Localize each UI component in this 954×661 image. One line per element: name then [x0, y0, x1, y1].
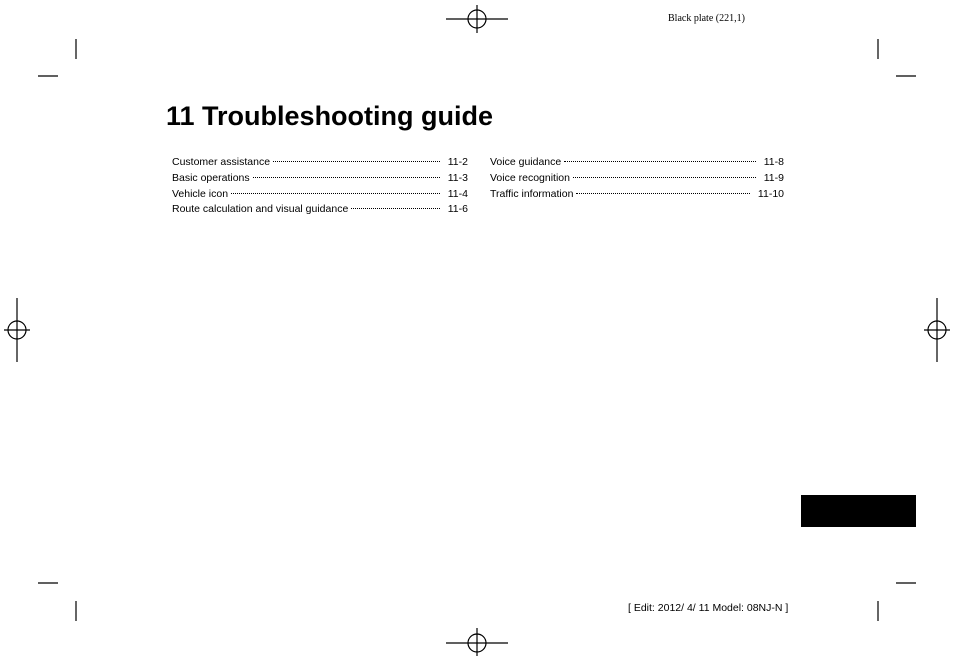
registration-mark-left: [4, 298, 30, 362]
toc-entry-label: Route calculation and visual guidance: [172, 203, 349, 216]
registration-mark-right: [924, 298, 950, 362]
toc-leader-dots: [273, 161, 440, 162]
toc-entry-label: Vehicle icon: [172, 187, 229, 200]
toc-entry[interactable]: [172, 172, 468, 188]
toc-entry[interactable]: [490, 172, 784, 188]
toc-entry-page: 11-4: [447, 187, 468, 200]
toc-entry[interactable]: [172, 188, 468, 204]
toc-entry-page: 11-8: [763, 156, 784, 168]
edit-footer: [ Edit: 2012/ 4/ 11 Model: 08NJ-N ]: [628, 602, 789, 614]
toc-entry[interactable]: [172, 156, 468, 172]
toc-entry-label: Voice recognition: [490, 171, 570, 184]
toc-entry[interactable]: [172, 203, 468, 219]
chapter-tab: [801, 495, 916, 527]
toc-left-column: [172, 156, 468, 219]
toc-leader-dots: [564, 161, 756, 162]
toc-entry-label: Traffic information: [490, 187, 574, 200]
toc-right-column: [490, 156, 784, 203]
toc-entry-label: Voice guidance: [490, 156, 562, 168]
plate-label: Black plate (221,1): [668, 13, 745, 24]
toc-entry-page: 11-6: [447, 203, 468, 216]
toc-entry-page: 11-9: [763, 171, 784, 184]
toc-entry[interactable]: [490, 156, 784, 172]
toc-entry-label: Customer assistance: [172, 156, 271, 168]
registration-mark-bottom: [446, 628, 508, 656]
toc-entry[interactable]: [490, 188, 784, 204]
toc-leader-dots: [573, 177, 756, 178]
registration-mark-top: [446, 5, 508, 33]
toc-entry-label: Basic operations: [172, 171, 250, 184]
toc-entry-page: 11-2: [447, 156, 468, 168]
toc-leader-dots: [231, 193, 440, 194]
toc-entry-page: 11-10: [757, 187, 784, 200]
toc-leader-dots: [253, 177, 440, 178]
chapter-title: 11 Troubleshooting guide: [166, 101, 494, 131]
toc-leader-dots: [351, 208, 439, 209]
toc-entry-page: 11-3: [447, 171, 468, 184]
toc-leader-dots: [576, 193, 749, 194]
